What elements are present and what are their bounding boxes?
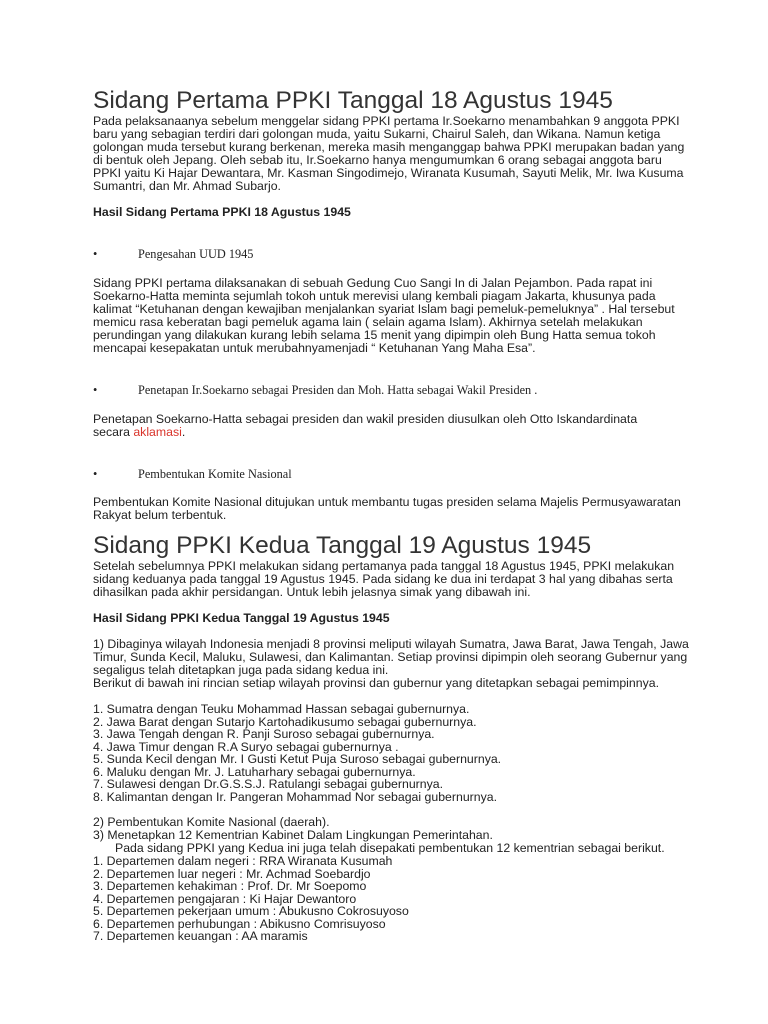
section2-title: Sidang PPKI Kedua Tanggal 19 Agustus 1945 (93, 532, 592, 559)
section2-point1-sub: Berikut di bawah ini rincian setiap wilayah provinsi dan gubernur yang ditetapkan sebagai pemimpinnya. (93, 676, 659, 690)
section1-para2 (93, 413, 693, 439)
bullet-icon: • (93, 247, 98, 261)
list-item: 3. Departemen kehakiman : Prof. Dr. Mr Soepomo (93, 879, 367, 893)
list-item: 7. Sulawesi dengan Dr.G.S.S.J. Ratulangi sebagai gubernurnya. (93, 777, 443, 791)
section1-para1: Sidang PPKI pertama dilaksanakan di sebuah Gedung Cuo Sangi In di Jalan Pejambon. Pada rapat ini Soekarno-Hatta meminta sejumlah tokoh untuk merevisi ulang kembali piagam Jakarta, khusunya pada kalimat “Ketuhanan dengan kewajiban menjalankan syariat Islam bagi pemeluk-pemeluknya” . Hal tersebut memicu rasa keberatan bagi pemeluk agama lain ( selain agama Islam). Akhirnya setelah melakukan perundingan yang dilakukan kurang lebih selama 15 menit yang dipimpin oleh Bung Hatta semua tokoh mencapai kesepakatan untuk merubahnyamenjadi “ Ketuhanan Yang Maha Esa”. (93, 276, 675, 355)
bullet-item-2-text: Penetapan Ir.Soekarno sebagai Presiden dan Moh. Hatta sebagai Wakil Presiden . (138, 383, 538, 397)
list-item: 6. Departemen perhubungan : Abikusno Comrisuyoso (93, 916, 386, 931)
province-list (93, 703, 693, 803)
bullet-icon: • (93, 383, 98, 397)
aklamasi-link[interactable]: aklamasi (133, 425, 182, 439)
section1-hasil-heading: Hasil Sidang Pertama PPKI 18 Agustus 1945 (93, 205, 351, 219)
bullet-item-1-text: Pengesahan UUD 1945 (138, 247, 254, 261)
list-item: 5. Sunda Kecil dengan Mr. I Gusti Ketut Puja Suroso sebagai gubernurnya. (93, 752, 502, 766)
bullet-item-3-text: Pembentukan Komite Nasional (138, 467, 292, 481)
list-item: 1. Departemen dalam negeri : RRA Wiranata Kusumah (93, 854, 393, 868)
section2-intro: Setelah sebelumnya PPKI melakukan sidang pertamanya pada tanggal 18 Agustus 1945, PPKI melakukan sidang keduanya pada tanggal 19 Agustus 1945. Pada sidang ke dua ini terdapat 3 hal yang dibahas serta dihasilkan pada akhir persidangan. Untuk lebih jelasnya simak yang dibawah ini. (93, 559, 675, 599)
section1-title: Sidang Pertama PPKI Tanggal 18 Agustus 1945 (93, 87, 613, 114)
list-item: 7. Departemen keuangan : AA maramis (93, 929, 308, 943)
list-item: 1. Sumatra dengan Teuku Mohammad Hassan sebagai gubernurnya. (93, 702, 470, 716)
section1-para3: Pembentukan Komite Nasional ditujukan untuk membantu tugas presiden selama Majelis Permusyawaratan Rakyat belum terbentuk. (93, 495, 681, 522)
section1-intro: Pada pelaksanaanya sebelum menggelar sidang PPKI pertama Ir.Soekarno menambahkan 9 anggota PPKI baru yang sebagian terdiri dari golongan muda, yaitu Sukarni, Chairul Saleh, dan Wikana. Namun ketiga golongan muda tersebut kurang berkenan, mereka masih menganggap bahwa PPKI merupakan badan yang di bentuk oleh Jepang. Oleh sebab itu, Ir.Soekarno hanya mengumumkan 6 orang sebagai anggota baru PPKI yaitu Ki Hajar Dewantara, Mr. Kasman Singodimejo, Wiranata Kusumah, Sayuti Melik, Mr. Iwa Kusuma Sumantri, dan Mr. Ahmad Subarjo. (93, 114, 685, 193)
list-item: 3. Jawa Tengah dengan R. Panji Suroso sebagai gubernurnya. (93, 727, 435, 741)
list-item: 4. Jawa Timur dengan R.A Suryo sebagai gubernurnya . (93, 739, 399, 754)
list-item: 4. Departemen pengajaran : Ki Hajar Dewantoro (93, 891, 357, 906)
section2-hasil-heading: Hasil Sidang PPKI Kedua Tanggal 19 Agustus 1945 (93, 611, 390, 625)
list-item: 2. Departemen luar negeri : Mr. Achmad Soebardjo (93, 866, 371, 881)
section2-point3-sub: Pada sidang PPKI yang Kedua ini juga telah disepakati pembentukan 12 kementrian sebagai berikut. (115, 841, 665, 855)
section1-para2-suffix: . (181, 425, 186, 439)
list-item: 2. Jawa Barat dengan Sutarjo Kartohadikusumo sebagai gubernurnya. (93, 714, 477, 729)
section1-para2-prefix: secara (93, 425, 134, 439)
bullet-item-3 (93, 467, 693, 481)
list-item: 6. Maluku dengan Mr. J. Latuharhary sebagai gubernurnya. (93, 764, 416, 779)
ministry-list (93, 855, 693, 943)
section2-point1: 1) Dibaginya wilayah Indonesia menjadi 8 provinsi meliputi wilayah Sumatra, Jawa Barat, Jawa Tengah, Jawa Timur, Sunda Kecil, Maluku, Sulawesi, dan Kalimantan. Setiap provinsi dipimpin oleh seorang Gubernur yang segaligus telah ditetapkan juga pada sidang kedua ini. (93, 637, 689, 677)
bullet-item-2 (93, 383, 693, 397)
bullet-icon: • (93, 467, 98, 481)
document-page (93, 87, 693, 943)
bullet-item-1 (93, 247, 693, 261)
list-item: 5. Departemen pekerjaan umum : Abukusno Cokrosuyoso (93, 904, 409, 918)
section2-point3: 3) Menetapkan 12 Kementrian Kabinet Dalam Lingkungan Pemerintahan. (93, 828, 493, 842)
section1-para2-line1: Penetapan Soekarno-Hatta sebagai presiden dan wakil presiden diusulkan oleh Otto Iskandardinata (93, 412, 638, 426)
list-item: 8. Kalimantan dengan Ir. Pangeran Mohammad Nor sebagai gubernurnya. (93, 789, 498, 804)
section2-point2: 2) Pembentukan Komite Nasional (daerah). (93, 815, 330, 829)
